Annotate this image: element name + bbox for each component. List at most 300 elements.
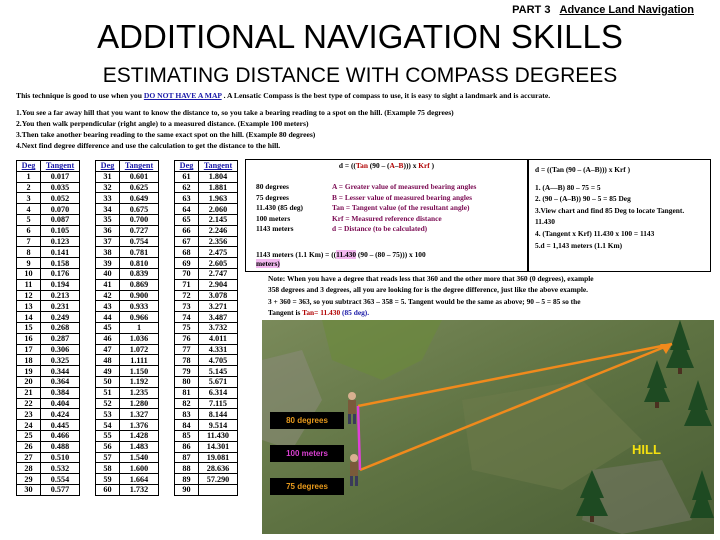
table-row: [17, 387, 80, 398]
intro-post: . A Lensatic Compass is the best type of compass to use, it is easy to sight a landmark and is accurate.: [223, 91, 551, 100]
table-row: [175, 312, 238, 323]
tangent-cell: 0.488: [41, 441, 80, 452]
table-row: [175, 301, 238, 312]
intro-highlight: DO NOT HAVE A MAP: [143, 91, 222, 100]
tangent-cell: 1.072: [120, 344, 159, 355]
degree-cell: 33: [96, 193, 120, 204]
tangent-cell: 0.625: [120, 182, 159, 193]
degree-cell: 42: [96, 290, 120, 301]
table-row: [17, 420, 80, 431]
table-row: [17, 258, 80, 269]
degree-cell: 29: [17, 474, 41, 485]
tangent-cell: 6.314: [199, 387, 238, 398]
tangent-cell: 0.810: [120, 258, 159, 269]
tangent-cell: 0.466: [41, 430, 80, 441]
degree-cell: 39: [96, 258, 120, 269]
table-row: [96, 484, 159, 495]
table-row: [175, 376, 238, 387]
table-row: [96, 204, 159, 215]
tangent-cell: 0.754: [120, 236, 159, 247]
degree-cell: 18: [17, 355, 41, 366]
degree-cell: 22: [17, 398, 41, 409]
table-row: [96, 225, 159, 236]
degree-cell: 57: [96, 452, 120, 463]
table-row: [175, 441, 238, 452]
steps-box: [528, 159, 711, 272]
table-row: [96, 268, 159, 279]
table-row: [175, 344, 238, 355]
tangent-cell: 0.194: [41, 279, 80, 290]
degree-cell: 10: [17, 268, 41, 279]
column-header-deg: Deg: [17, 161, 41, 172]
tangent-cell: 0.554: [41, 474, 80, 485]
table-row: [17, 301, 80, 312]
table-row: [17, 333, 80, 344]
table-row: [96, 279, 159, 290]
tangent-cell: 2.904: [199, 279, 238, 290]
tangent-cell: 1.150: [120, 366, 159, 377]
degree-cell: 73: [175, 301, 199, 312]
table-row: [175, 484, 238, 495]
degree-cell: 46: [96, 333, 120, 344]
tangent-cell: 9.514: [199, 420, 238, 431]
tangent-cell: 2.605: [199, 258, 238, 269]
table-row: [175, 366, 238, 377]
tangent-cell: 3.732: [199, 322, 238, 333]
part-number: PART 3: [512, 4, 551, 16]
table-row: [175, 387, 238, 398]
tangent-cell: 1.235: [120, 387, 159, 398]
column-header-tan: Tangent: [41, 161, 80, 172]
tangent-cell: 1.327: [120, 409, 159, 420]
tangent-cell: 4.331: [199, 344, 238, 355]
degree-cell: 83: [175, 409, 199, 420]
tangent-cell: 0.445: [41, 420, 80, 431]
degree-cell: 71: [175, 279, 199, 290]
tangent-cell: 4.011: [199, 333, 238, 344]
table-row: [175, 204, 238, 215]
step-4: 4.Next find degree difference and use the calculation to get the distance to the hill.: [16, 141, 281, 150]
tangent-cell: 0.424: [41, 409, 80, 420]
table-row: [17, 355, 80, 366]
label-75-degrees: 75 degrees: [270, 478, 344, 495]
tangent-cell: 0.404: [41, 398, 80, 409]
tangent-cell: 1.540: [120, 452, 159, 463]
tangent-cell: 57.290: [199, 474, 238, 485]
tangent-cell: 1.881: [199, 182, 238, 193]
table-row: [17, 247, 80, 258]
degree-cell: 85: [175, 430, 199, 441]
degree-cell: 76: [175, 333, 199, 344]
tangent-cell: 28.636: [199, 463, 238, 474]
table-row: [17, 236, 80, 247]
degree-cell: 75: [175, 322, 199, 333]
intro-pre: This technique is good to use when you: [16, 91, 142, 100]
table-row: [17, 474, 80, 485]
tangent-cell: 1.280: [120, 398, 159, 409]
tangent-table: [174, 160, 238, 496]
degree-cell: 68: [175, 247, 199, 258]
degree-cell: 7: [17, 236, 41, 247]
table-row: [96, 301, 159, 312]
degree-cell: 8: [17, 247, 41, 258]
steps-box-line: 5.d = 1,143 meters (1.1 Km): [535, 240, 623, 250]
degree-cell: 32: [96, 182, 120, 193]
tangent-cell: 0.781: [120, 247, 159, 258]
table-row: [17, 376, 80, 387]
table-row: [175, 355, 238, 366]
tangent-cell: 0.839: [120, 268, 159, 279]
degree-cell: 52: [96, 398, 120, 409]
tangent-cell: 0.601: [120, 171, 159, 182]
table-row: [96, 430, 159, 441]
tangent-cell: 3.487: [199, 312, 238, 323]
degree-cell: 53: [96, 409, 120, 420]
part-header: [512, 4, 694, 16]
table-row: [175, 236, 238, 247]
degree-cell: 80: [175, 376, 199, 387]
table-row: [17, 430, 80, 441]
degree-cell: 86: [175, 441, 199, 452]
table-row: [96, 398, 159, 409]
formula-box: [245, 159, 528, 272]
degree-cell: 1: [17, 171, 41, 182]
degree-cell: 79: [175, 366, 199, 377]
table-row: [96, 214, 159, 225]
tangent-cell: 1.804: [199, 171, 238, 182]
table-row: [175, 333, 238, 344]
degree-cell: 17: [17, 344, 41, 355]
tangent-cell: 0.017: [41, 171, 80, 182]
degree-cell: 59: [96, 474, 120, 485]
tangent-cell: 11.430: [199, 430, 238, 441]
degree-cell: 19: [17, 366, 41, 377]
degree-cell: 49: [96, 366, 120, 377]
tangent-cell: 2.246: [199, 225, 238, 236]
table-header-row: [175, 161, 238, 172]
table-row: [17, 171, 80, 182]
definition-row: 11.430 (85 deg) Tan = Tangent value (of the resultant angle): [256, 203, 470, 212]
tangent-cell: 0.035: [41, 182, 80, 193]
degree-cell: 72: [175, 290, 199, 301]
table-row: [175, 171, 238, 182]
column-header-tan: Tangent: [120, 161, 159, 172]
table-header-row: [17, 161, 80, 172]
degree-cell: 78: [175, 355, 199, 366]
table-row: [96, 236, 159, 247]
definition-row: 1143 meters d = Distance (to be calculated): [256, 224, 428, 233]
tangent-cell: 1.664: [120, 474, 159, 485]
degree-cell: 45: [96, 322, 120, 333]
degree-cell: 50: [96, 376, 120, 387]
hill-label: HILL: [632, 442, 661, 457]
tangent-cell: 0.158: [41, 258, 80, 269]
tangent-cell: 0.344: [41, 366, 80, 377]
degree-cell: 36: [96, 225, 120, 236]
table-row: [17, 463, 80, 474]
tangent-cell: 0.325: [41, 355, 80, 366]
tangent-cell: 1.732: [120, 484, 159, 495]
tangent-cell: 0.176: [41, 268, 80, 279]
tangent-cell: 0.649: [120, 193, 159, 204]
table-row: [175, 452, 238, 463]
tangent-cell: 1.600: [120, 463, 159, 474]
tangent-cell: 0.675: [120, 204, 159, 215]
degree-cell: 56: [96, 441, 120, 452]
page-subtitle: ESTIMATING DISTANCE WITH COMPASS DEGREES: [102, 64, 618, 87]
tangent-cell: 0.231: [41, 301, 80, 312]
degree-cell: 13: [17, 301, 41, 312]
table-row: [175, 420, 238, 431]
tangent-cell: 0.052: [41, 193, 80, 204]
label-100-meters: 100 meters: [270, 445, 344, 462]
degree-cell: 6: [17, 225, 41, 236]
degree-cell: 21: [17, 387, 41, 398]
tangent-cell: 19.081: [199, 452, 238, 463]
tangent-cell: 2.356: [199, 236, 238, 247]
tangent-cell: 0.532: [41, 463, 80, 474]
tangent-cell: 0.268: [41, 322, 80, 333]
column-header-deg: Deg: [175, 161, 199, 172]
degree-cell: 41: [96, 279, 120, 290]
page-title: ADDITIONAL NAVIGATION SKILLS: [97, 18, 623, 55]
step-3: 3.Then take another bearing reading to the same exact spot on the hill. (Example 80 degrees): [16, 130, 316, 139]
table-row: [96, 258, 159, 269]
table-row: [96, 441, 159, 452]
table-row: [17, 484, 80, 495]
degree-cell: 69: [175, 258, 199, 269]
table-row: [175, 279, 238, 290]
tangent-cell: 7.115: [199, 398, 238, 409]
tangent-table: [95, 160, 159, 496]
tangent-cell: 0.249: [41, 312, 80, 323]
tangent-cell: 0.213: [41, 290, 80, 301]
table-row: [175, 258, 238, 269]
tangent-cell: 3.271: [199, 301, 238, 312]
table-row: [175, 290, 238, 301]
tangent-cell: 2.475: [199, 247, 238, 258]
degree-cell: 54: [96, 420, 120, 431]
table-row: [96, 322, 159, 333]
table-row: [17, 398, 80, 409]
tangent-cell: 0.510: [41, 452, 80, 463]
table-row: [17, 193, 80, 204]
degree-cell: 65: [175, 214, 199, 225]
degree-cell: 31: [96, 171, 120, 182]
degree-cell: 24: [17, 420, 41, 431]
tangent-cell: 0.577: [41, 484, 80, 495]
table-row: [17, 268, 80, 279]
table-row: [17, 344, 80, 355]
table-row: [96, 463, 159, 474]
degree-cell: 67: [175, 236, 199, 247]
degree-cell: 87: [175, 452, 199, 463]
tangent-cell: 1.111: [120, 355, 159, 366]
degree-cell: 89: [175, 474, 199, 485]
degree-cell: 35: [96, 214, 120, 225]
table-header-row: [96, 161, 159, 172]
tangent-cell: 3.078: [199, 290, 238, 301]
steps-box-line: 1. (A—B) 80 – 75 = 5: [535, 182, 601, 192]
part-title: Advance Land Navigation: [559, 4, 694, 16]
degree-cell: 23: [17, 409, 41, 420]
degree-cell: 62: [175, 182, 199, 193]
degree-cell: 5: [17, 214, 41, 225]
degree-cell: 37: [96, 236, 120, 247]
table-row: [17, 312, 80, 323]
table-row: [175, 322, 238, 333]
degree-cell: 77: [175, 344, 199, 355]
tangent-cell: 1.376: [120, 420, 159, 431]
table-row: [175, 409, 238, 420]
table-row: [96, 344, 159, 355]
degree-cell: 60: [96, 484, 120, 495]
tangent-cell: 1: [120, 322, 159, 333]
tangent-cell: 8.144: [199, 409, 238, 420]
degree-cell: 58: [96, 463, 120, 474]
table-row: [175, 398, 238, 409]
tangent-cell: 0.700: [120, 214, 159, 225]
formula: d = ((Tan (90 – (A–B))) x Krf ): [338, 161, 435, 170]
step-1: 1.You see a far away hill that you want to know the distance to, so you take a bearing reading to a spot on the hill. (Example 75 degrees): [16, 108, 454, 117]
tangent-cell: 0.727: [120, 225, 159, 236]
tangent-cell: 1.428: [120, 430, 159, 441]
degree-cell: 51: [96, 387, 120, 398]
table-row: [17, 409, 80, 420]
degree-cell: 38: [96, 247, 120, 258]
degree-cell: 3: [17, 193, 41, 204]
table-row: [17, 279, 80, 290]
intro-text: [16, 91, 706, 100]
table-row: [175, 463, 238, 474]
tangent-cell: 2.747: [199, 268, 238, 279]
tangent-cell: 1.483: [120, 441, 159, 452]
table-row: [96, 387, 159, 398]
table-row: [175, 474, 238, 485]
table-row: [96, 193, 159, 204]
steps-box-line: 3.View chart and find 85 Deg to locate Tangent. 11.430: [535, 205, 685, 227]
column-header-deg: Deg: [96, 161, 120, 172]
tangent-cell: 4.705: [199, 355, 238, 366]
table-row: [17, 214, 80, 225]
tangent-cell: 0.070: [41, 204, 80, 215]
degree-cell: 48: [96, 355, 120, 366]
table-row: [96, 171, 159, 182]
tangent-cell: 0.087: [41, 214, 80, 225]
steps-box-line: 2. (90 – (A–B)) 90 – 5 = 85 Deg: [535, 194, 631, 204]
degree-cell: 90: [175, 484, 199, 495]
tangent-cell: 1.036: [120, 333, 159, 344]
degree-cell: 70: [175, 268, 199, 279]
tangent-cell: [199, 484, 238, 495]
degree-cell: 81: [175, 387, 199, 398]
degree-cell: 16: [17, 333, 41, 344]
tangent-cell: 0.287: [41, 333, 80, 344]
table-row: [175, 214, 238, 225]
table-row: [17, 204, 80, 215]
degree-cell: 66: [175, 225, 199, 236]
degree-cell: 2: [17, 182, 41, 193]
degree-cell: 44: [96, 312, 120, 323]
table-row: [96, 182, 159, 193]
table-row: [17, 452, 80, 463]
label-80-degrees: 80 degrees: [270, 412, 344, 429]
table-row: [175, 247, 238, 258]
degree-cell: 74: [175, 312, 199, 323]
table-row: [96, 366, 159, 377]
tangent-cell: 14.301: [199, 441, 238, 452]
table-row: [96, 376, 159, 387]
table-row: [17, 290, 80, 301]
definitions-list: [256, 182, 476, 235]
tangent-cell: 0.933: [120, 301, 159, 312]
table-row: [96, 247, 159, 258]
tangent-cell: 0.869: [120, 279, 159, 290]
tangent-cell: 0.306: [41, 344, 80, 355]
tangent-cell: 0.384: [41, 387, 80, 398]
table-row: [96, 409, 159, 420]
degree-cell: 27: [17, 452, 41, 463]
tangent-cell: 1.192: [120, 376, 159, 387]
steps-box-line: 4. (Tangent x Krf) 11.430 x 100 = 1143: [535, 228, 655, 238]
instruction-steps: [16, 107, 706, 151]
degree-cell: 4: [17, 204, 41, 215]
tangent-cell: 1.963: [199, 193, 238, 204]
table-row: [96, 333, 159, 344]
worked-calculation: 1143 meters (1.1 Km) = ((11.430 (90 – (80 – 75))) x 100 meters): [256, 250, 426, 268]
tangent-cell: 0.105: [41, 225, 80, 236]
table-row: [175, 430, 238, 441]
degree-cell: 20: [17, 376, 41, 387]
tangent-cell: 5.145: [199, 366, 238, 377]
degree-cell: 28: [17, 463, 41, 474]
definition-row: 100 meters Krf = Measured reference distance: [256, 213, 442, 223]
table-row: [17, 441, 80, 452]
tangent-cell: 0.141: [41, 247, 80, 258]
definition-row: 80 degrees A = Greater value of measured bearing angles: [256, 182, 477, 191]
tangent-cell: 0.966: [120, 312, 159, 323]
table-row: [96, 420, 159, 431]
degree-cell: 30: [17, 484, 41, 495]
degree-cell: 40: [96, 268, 120, 279]
tangent-cell: 2.145: [199, 214, 238, 225]
degree-cell: 15: [17, 322, 41, 333]
degree-cell: 26: [17, 441, 41, 452]
degree-cell: 82: [175, 398, 199, 409]
table-row: [96, 290, 159, 301]
column-header-tan: Tangent: [199, 161, 238, 172]
degree-cell: 61: [175, 171, 199, 182]
degree-cell: 84: [175, 420, 199, 431]
degree-cell: 34: [96, 204, 120, 215]
degree-cell: 14: [17, 312, 41, 323]
table-row: [175, 225, 238, 236]
table-row: [96, 355, 159, 366]
degree-cell: 63: [175, 193, 199, 204]
table-row: [17, 182, 80, 193]
table-row: [175, 182, 238, 193]
degree-cell: 25: [17, 430, 41, 441]
steps-box-formula: d = ((Tan (90 – (A–B))) x Krf ): [535, 165, 631, 174]
tangent-cell: 2.060: [199, 204, 238, 215]
definition-row: 75 degrees B = Lesser value of measured bearing angles: [256, 192, 473, 202]
table-row: [175, 268, 238, 279]
table-row: [17, 225, 80, 236]
degree-cell: 9: [17, 258, 41, 269]
table-row: [96, 452, 159, 463]
table-row: [96, 312, 159, 323]
note-text: Note: When you have a degree that reads less that 360 and the other more that 360 (0 degrees), example 358 degrees and 3 degrees, all you are looking for is the degree difference, just like the above example. 3 + 360 = 363, so you subtract 363 – 358 = 5. Tangent would be the same as above; 90 – 5 = 85 so the Tangent is Tan= 11.430 (85 deg).: [268, 274, 594, 317]
